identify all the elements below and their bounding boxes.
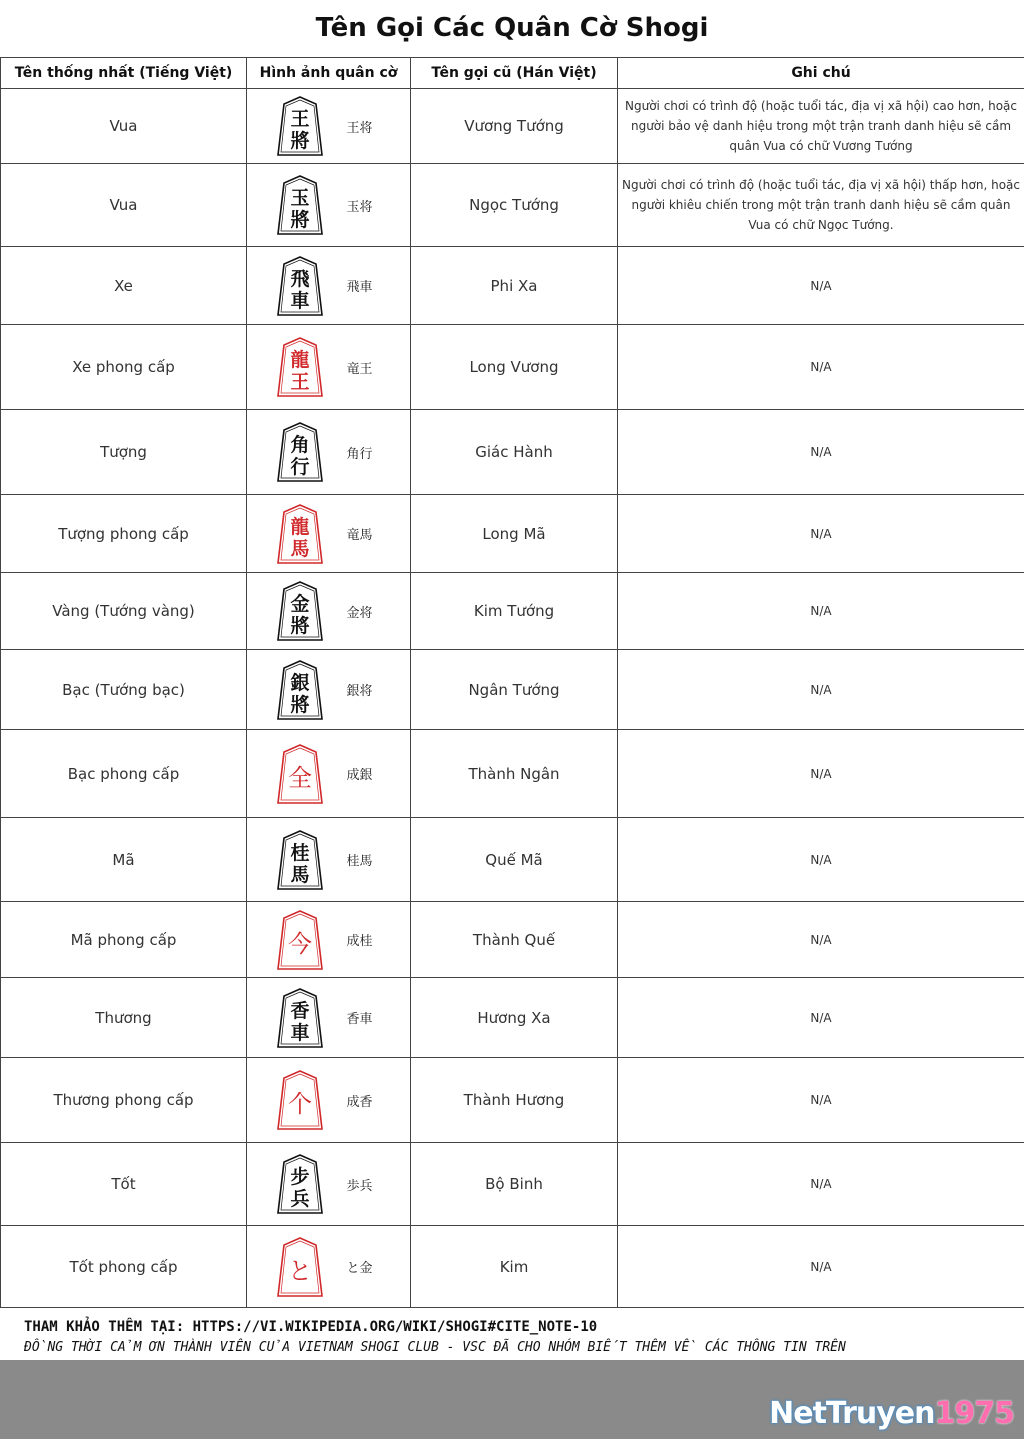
- table-row: [1, 978, 1024, 1058]
- table-row: [1, 1058, 1024, 1143]
- shogi-piece-icon: [277, 504, 323, 564]
- svg-text:馬: 馬: [289, 863, 310, 886]
- table-row: [1, 495, 1024, 573]
- svg-text:王: 王: [289, 371, 310, 393]
- footer: [24, 1316, 1004, 1358]
- unified-name-cell: Xe: [1, 247, 247, 325]
- svg-text:兵: 兵: [289, 1188, 310, 1210]
- header-note: Ghi chú: [618, 58, 1024, 89]
- svg-text:步: 步: [289, 1166, 310, 1188]
- shogi-piece-icon: [277, 175, 323, 235]
- unified-name-cell: Mã phong cấp: [1, 902, 247, 978]
- unified-name-cell: Tốt phong cấp: [1, 1226, 247, 1308]
- piece-image-cell: [247, 818, 411, 902]
- shogi-piece-icon: [277, 337, 323, 397]
- svg-text:金: 金: [289, 593, 310, 615]
- svg-text:个: 个: [287, 1090, 312, 1118]
- svg-text:香: 香: [289, 999, 310, 1022]
- svg-text:車: 車: [289, 289, 310, 312]
- header-piece-image: Hình ảnh quân cờ: [247, 58, 411, 89]
- piece-kanji-label: 玉将: [346, 199, 373, 215]
- old-name-cell: Thành Quế: [411, 902, 618, 978]
- piece-kanji-label: と金: [346, 1261, 373, 1276]
- unified-name-cell: Vua: [1, 164, 247, 247]
- unified-name-cell: Thương: [1, 978, 247, 1058]
- old-name-cell: Bộ Binh: [411, 1143, 618, 1226]
- svg-text:龍: 龍: [289, 349, 310, 371]
- table-row: [1, 1226, 1024, 1308]
- piece-kanji-label: 飛車: [346, 280, 373, 295]
- piece-kanji-label: 桂馬: [346, 854, 373, 869]
- table-row: [1, 410, 1024, 495]
- thanks-line: ĐỒNG THỜI CẢM ƠN THÀNH VIÊN CỦA VIETNAM SHOGI CLUB - VSC ĐÃ CHO NHÓM BIẾT THÊM VỀ CÁC THÔNG TIN TRÊN: [24, 1340, 846, 1355]
- piece-image-cell: [247, 650, 411, 730]
- svg-text:車: 車: [289, 1021, 310, 1044]
- table-row: [1, 164, 1024, 247]
- unified-name-cell: Xe phong cấp: [1, 325, 247, 410]
- piece-kanji-label: 成香: [346, 1094, 373, 1110]
- unified-name-cell: Thương phong cấp: [1, 1058, 247, 1143]
- unified-name-cell: Mã: [1, 818, 247, 902]
- piece-image-cell: [247, 1058, 411, 1143]
- unified-name-cell: Vàng (Tướng vàng): [1, 573, 247, 650]
- old-name-cell: Phi Xa: [411, 247, 618, 325]
- reference-url[interactable]: HTTPS://VI.WIKIPEDIA.ORG/WIKI/SHOGI#CITE_NOTE-10: [192, 1319, 598, 1335]
- unified-name-cell: Vua: [1, 89, 247, 164]
- piece-image-cell: [247, 902, 411, 978]
- piece-image-cell: [247, 164, 411, 247]
- old-name-cell: Kim Tướng: [411, 573, 618, 650]
- piece-image-cell: [247, 410, 411, 495]
- unified-name-cell: Bạc (Tướng bạc): [1, 650, 247, 730]
- svg-text:將: 將: [289, 209, 310, 231]
- old-name-cell: Vương Tướng: [411, 89, 618, 164]
- svg-text:今: 今: [287, 929, 312, 958]
- piece-image-cell: [247, 89, 411, 164]
- piece-kanji-label: 銀将: [346, 684, 373, 699]
- piece-kanji-label: 王将: [346, 120, 373, 136]
- note-cell: N/A: [618, 1058, 1024, 1143]
- svg-text:王: 王: [289, 108, 310, 130]
- old-name-cell: Long Vương: [411, 325, 618, 410]
- piece-image-cell: [247, 573, 411, 650]
- table-row: [1, 325, 1024, 410]
- shogi-piece-icon: [277, 660, 323, 720]
- svg-text:と: と: [287, 1256, 312, 1285]
- note-cell: N/A: [618, 573, 1024, 650]
- piece-image-cell: [247, 247, 411, 325]
- svg-text:馬: 馬: [289, 537, 310, 560]
- note-cell: N/A: [618, 495, 1024, 573]
- note-cell: N/A: [618, 410, 1024, 495]
- unified-name-cell: Tượng phong cấp: [1, 495, 247, 573]
- shogi-piece-icon: [277, 988, 323, 1048]
- old-name-cell: Long Mã: [411, 495, 618, 573]
- piece-image-cell: [247, 1143, 411, 1226]
- reference-label: THAM KHẢO THÊM TẠI:: [24, 1319, 185, 1335]
- piece-image-cell: [247, 325, 411, 410]
- piece-kanji-label: 竜王: [346, 361, 373, 377]
- piece-kanji-label: 成桂: [346, 934, 373, 949]
- shogi-piece-icon: [277, 96, 323, 156]
- note-cell: N/A: [618, 1226, 1024, 1308]
- page-title: Tên Gọi Các Quân Cờ Shogi: [315, 13, 709, 43]
- note-cell: N/A: [618, 325, 1024, 410]
- piece-kanji-label: 金将: [346, 605, 373, 621]
- svg-text:將: 將: [289, 693, 310, 716]
- shogi-piece-icon: [277, 910, 323, 970]
- note-cell: Người chơi có trình độ (hoặc tuổi tác, địa vị xã hội) cao hơn, hoặc người bảo vệ danh hiệu trong một trận tranh danh hiệu sẽ cầm quân Vua có chữ Vương Tướng: [618, 89, 1024, 164]
- shogi-piece-icon: [277, 744, 323, 804]
- brand-logo: [769, 1396, 1014, 1431]
- unified-name-cell: Tốt: [1, 1143, 247, 1226]
- table-row: [1, 573, 1024, 650]
- svg-text:龍: 龍: [289, 515, 310, 538]
- brand-number: 1975: [934, 1396, 1014, 1431]
- table-row: [1, 650, 1024, 730]
- piece-kanji-label: 香車: [346, 1012, 373, 1027]
- note-cell: N/A: [618, 247, 1024, 325]
- header-unified-name: Tên thống nhất (Tiếng Việt): [1, 58, 247, 89]
- old-name-cell: Ngân Tướng: [411, 650, 618, 730]
- note-cell: N/A: [618, 730, 1024, 818]
- old-name-cell: Ngọc Tướng: [411, 164, 618, 247]
- shogi-pieces-table: [0, 57, 1024, 1308]
- old-name-cell: Quế Mã: [411, 818, 618, 902]
- note-cell: N/A: [618, 902, 1024, 978]
- piece-image-cell: [247, 730, 411, 818]
- svg-text:將: 將: [289, 615, 310, 637]
- reference-line: [24, 1316, 1004, 1338]
- shogi-piece-icon: [277, 422, 323, 482]
- svg-text:飛: 飛: [289, 267, 310, 290]
- piece-kanji-label: 歩兵: [346, 1178, 373, 1194]
- piece-kanji-label: 角行: [346, 446, 373, 462]
- table-row: [1, 89, 1024, 164]
- svg-text:銀: 銀: [289, 671, 310, 694]
- shogi-piece-icon: [277, 1070, 323, 1130]
- svg-text:角: 角: [289, 434, 310, 456]
- note-cell: N/A: [618, 1143, 1024, 1226]
- header-old-name: Tên gọi cũ (Hán Việt): [411, 58, 618, 89]
- piece-image-cell: [247, 978, 411, 1058]
- table-row: [1, 1143, 1024, 1226]
- svg-text:全: 全: [287, 763, 312, 792]
- shogi-piece-icon: [277, 1237, 323, 1297]
- svg-text:行: 行: [289, 456, 310, 478]
- shogi-piece-icon: [277, 581, 323, 641]
- shogi-piece-icon: [277, 256, 323, 316]
- table-row: [1, 818, 1024, 902]
- note-cell: Người chơi có trình độ (hoặc tuổi tác, địa vị xã hội) thấp hơn, hoặc người khiêu chiến trong một trận tranh danh hiệu sẽ cầm quân Vua có chữ Ngọc Tướng.: [618, 164, 1024, 247]
- table-row: [1, 902, 1024, 978]
- old-name-cell: Giác Hành: [411, 410, 618, 495]
- piece-image-cell: [247, 495, 411, 573]
- unified-name-cell: Bạc phong cấp: [1, 730, 247, 818]
- table-row: [1, 730, 1024, 818]
- note-cell: N/A: [618, 818, 1024, 902]
- note-cell: N/A: [618, 978, 1024, 1058]
- svg-text:玉: 玉: [289, 187, 310, 209]
- piece-kanji-label: 竜馬: [346, 528, 373, 543]
- table-header-row: [1, 58, 1024, 89]
- note-cell: N/A: [618, 650, 1024, 730]
- shogi-piece-icon: [277, 1154, 323, 1214]
- old-name-cell: Thành Hương: [411, 1058, 618, 1143]
- old-name-cell: Kim: [411, 1226, 618, 1308]
- piece-kanji-label: 成銀: [346, 768, 373, 783]
- svg-text:桂: 桂: [289, 841, 310, 864]
- unified-name-cell: Tượng: [1, 410, 247, 495]
- piece-image-cell: [247, 1226, 411, 1308]
- brand-text: NetTruyen: [769, 1396, 935, 1431]
- old-name-cell: Hương Xa: [411, 978, 618, 1058]
- table-row: [1, 247, 1024, 325]
- svg-text:將: 將: [289, 130, 310, 152]
- old-name-cell: Thành Ngân: [411, 730, 618, 818]
- shogi-piece-icon: [277, 830, 323, 890]
